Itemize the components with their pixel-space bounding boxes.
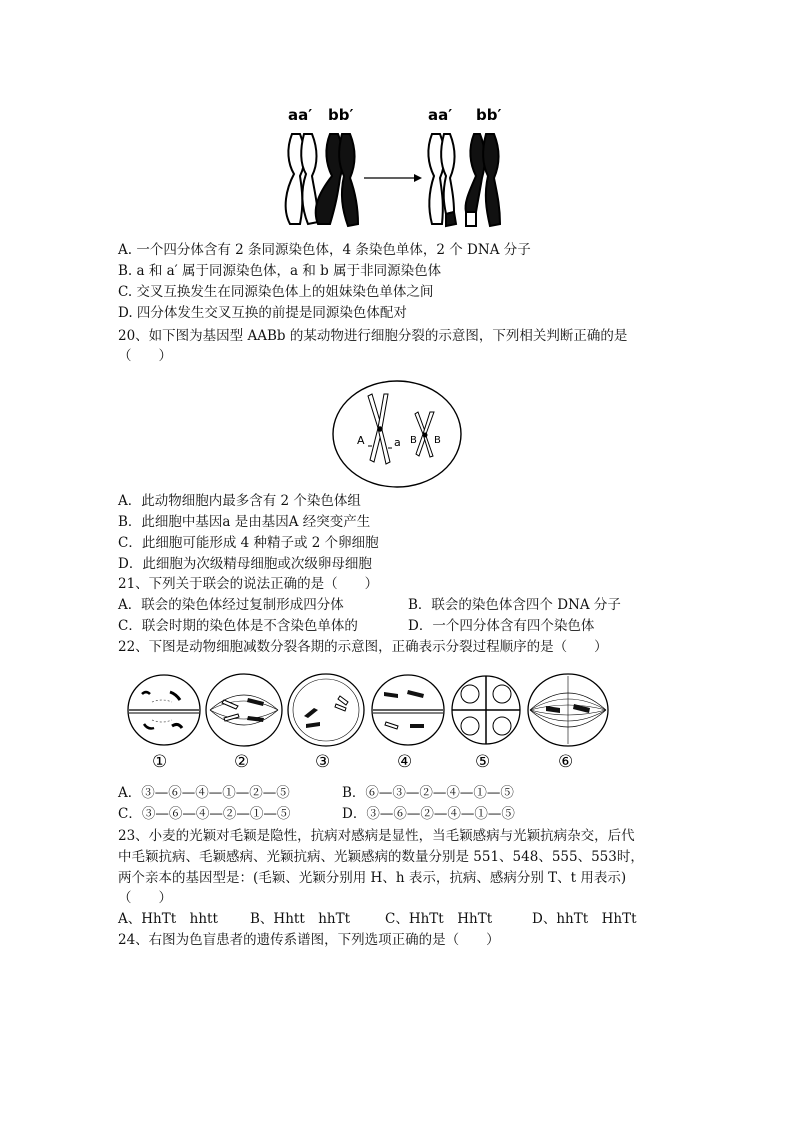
q21-option-b: B．联会的染色体含四个 DNA 分子 — [408, 597, 621, 613]
right-homolog-b — [465, 134, 500, 226]
q21-stem: 21、下列关于联会的说法正确的是（ ） — [118, 576, 379, 592]
cell-membrane — [333, 381, 461, 487]
q23-option-d: D、hhTt HhTt — [532, 911, 637, 927]
q24-stem: 24、右图为色盲患者的遗传系谱图，下列选项正确的是（ ） — [118, 932, 500, 948]
crossing-over-figure — [278, 104, 518, 232]
q23-option-a: A、HhTt hhtt — [118, 911, 218, 927]
q22-option-d: D．③—⑥—②—④—①—⑤ — [342, 806, 515, 822]
q19-option-c: C. 交叉互换发生在同源染色体上的姐妹染色单体之间 — [118, 284, 434, 300]
q23-option-c: C、HhTt HhTt — [385, 911, 493, 927]
label-aa-left: aa′ — [288, 106, 313, 124]
right-homolog-a — [428, 134, 456, 226]
cell-label-2: ② — [234, 752, 250, 772]
cell-label-3: ③ — [315, 752, 331, 772]
cell-label-1: ① — [152, 752, 168, 772]
cell-stage-5 — [452, 676, 520, 772]
arrow-head — [414, 174, 422, 182]
cell-stage-1 — [128, 675, 200, 772]
q23-paren: （ ） — [118, 890, 172, 906]
cell-stage-3 — [288, 674, 364, 772]
meiosis-stages-figure — [126, 672, 616, 774]
q21-option-c: C．联会时期的染色体是不含染色单体的 — [118, 618, 358, 634]
q22-option-a: A．③—⑥—④—①—②—⑤ — [118, 785, 290, 801]
q19-option-d: D. 四分体发生交叉互换的前提是同源染色体配对 — [118, 305, 407, 321]
q22-option-c: C．③—⑥—④—②—①—⑤ — [118, 806, 291, 822]
q20-option-a: A．此动物细胞内最多含有 2 个染色体组 — [118, 493, 361, 509]
label-bb-right: bb′ — [476, 106, 502, 124]
label-bb-left: bb′ — [328, 106, 354, 124]
cell-stage-2 — [206, 674, 282, 772]
q23-stem-line-2: 中毛颖抗病、毛颖感病、光颖抗病、光颖感病的数量分别是 551、548、555、553时， — [118, 849, 644, 865]
left-homolog-black — [316, 134, 358, 226]
label-aa-right: aa′ — [428, 106, 453, 124]
q23-stem-line-3: 两个亲本的基因型是：(毛颖、光颖分别用 H、h 表示，抗病、感病分别 T、t 用表示) — [118, 870, 627, 886]
q23-stem-line-1: 23、小麦的光颖对毛颖是隐性，抗病对感病是显性，当毛颖感病与光颖抗病杂交，后代 — [118, 828, 635, 844]
q22-stem: 22、下图是动物细胞减数分裂各期的示意图，正确表示分裂过程顺序的是（ ） — [118, 639, 608, 655]
left-homolog-white — [286, 134, 318, 224]
q20-option-d: D．此细胞为次级精母细胞或次级卵母细胞 — [118, 556, 372, 572]
cell-label-4: ④ — [397, 752, 413, 772]
q21-option-a: A．联会的染色体经过复制形成四分体 — [118, 597, 344, 613]
q21-option-d: D．一个四分体含有四个染色体 — [408, 618, 595, 634]
q19-option-b: B. a 和 a′ 属于同源染色体，a 和 b 属于非同源染色体 — [118, 263, 442, 279]
cell-label-5: ⑤ — [475, 752, 491, 772]
cell-label-6: ⑥ — [558, 752, 574, 772]
cell-stage-4 — [372, 675, 444, 772]
gene-label-B-left: B — [410, 435, 417, 446]
gene-label-A: A — [357, 434, 365, 447]
gene-label-B-right: B — [434, 435, 441, 446]
q23-option-b: B、Hhtt hhTt — [250, 911, 351, 927]
cell-division-figure — [330, 378, 464, 490]
gene-label-a: a — [394, 436, 401, 449]
cell-stage-6 — [528, 674, 608, 772]
q20-option-c: C．此细胞可能形成 4 种精子或 2 个卵细胞 — [118, 535, 379, 551]
q20-option-b: B．此细胞中基因a 是由基因A 经突变产生 — [118, 514, 371, 530]
q20-stem: 20、如下图为基因型 AABb 的某动物进行细胞分裂的示意图，下列相关判断正确的是 — [118, 328, 628, 344]
q22-option-b: B．⑥—③—②—④—①—⑤ — [342, 785, 514, 801]
q19-option-a: A. 一个四分体含有 2 条同源染色体，4 条染色单体，2 个 DNA 分子 — [118, 242, 531, 258]
q20-paren: （ ） — [118, 348, 172, 364]
